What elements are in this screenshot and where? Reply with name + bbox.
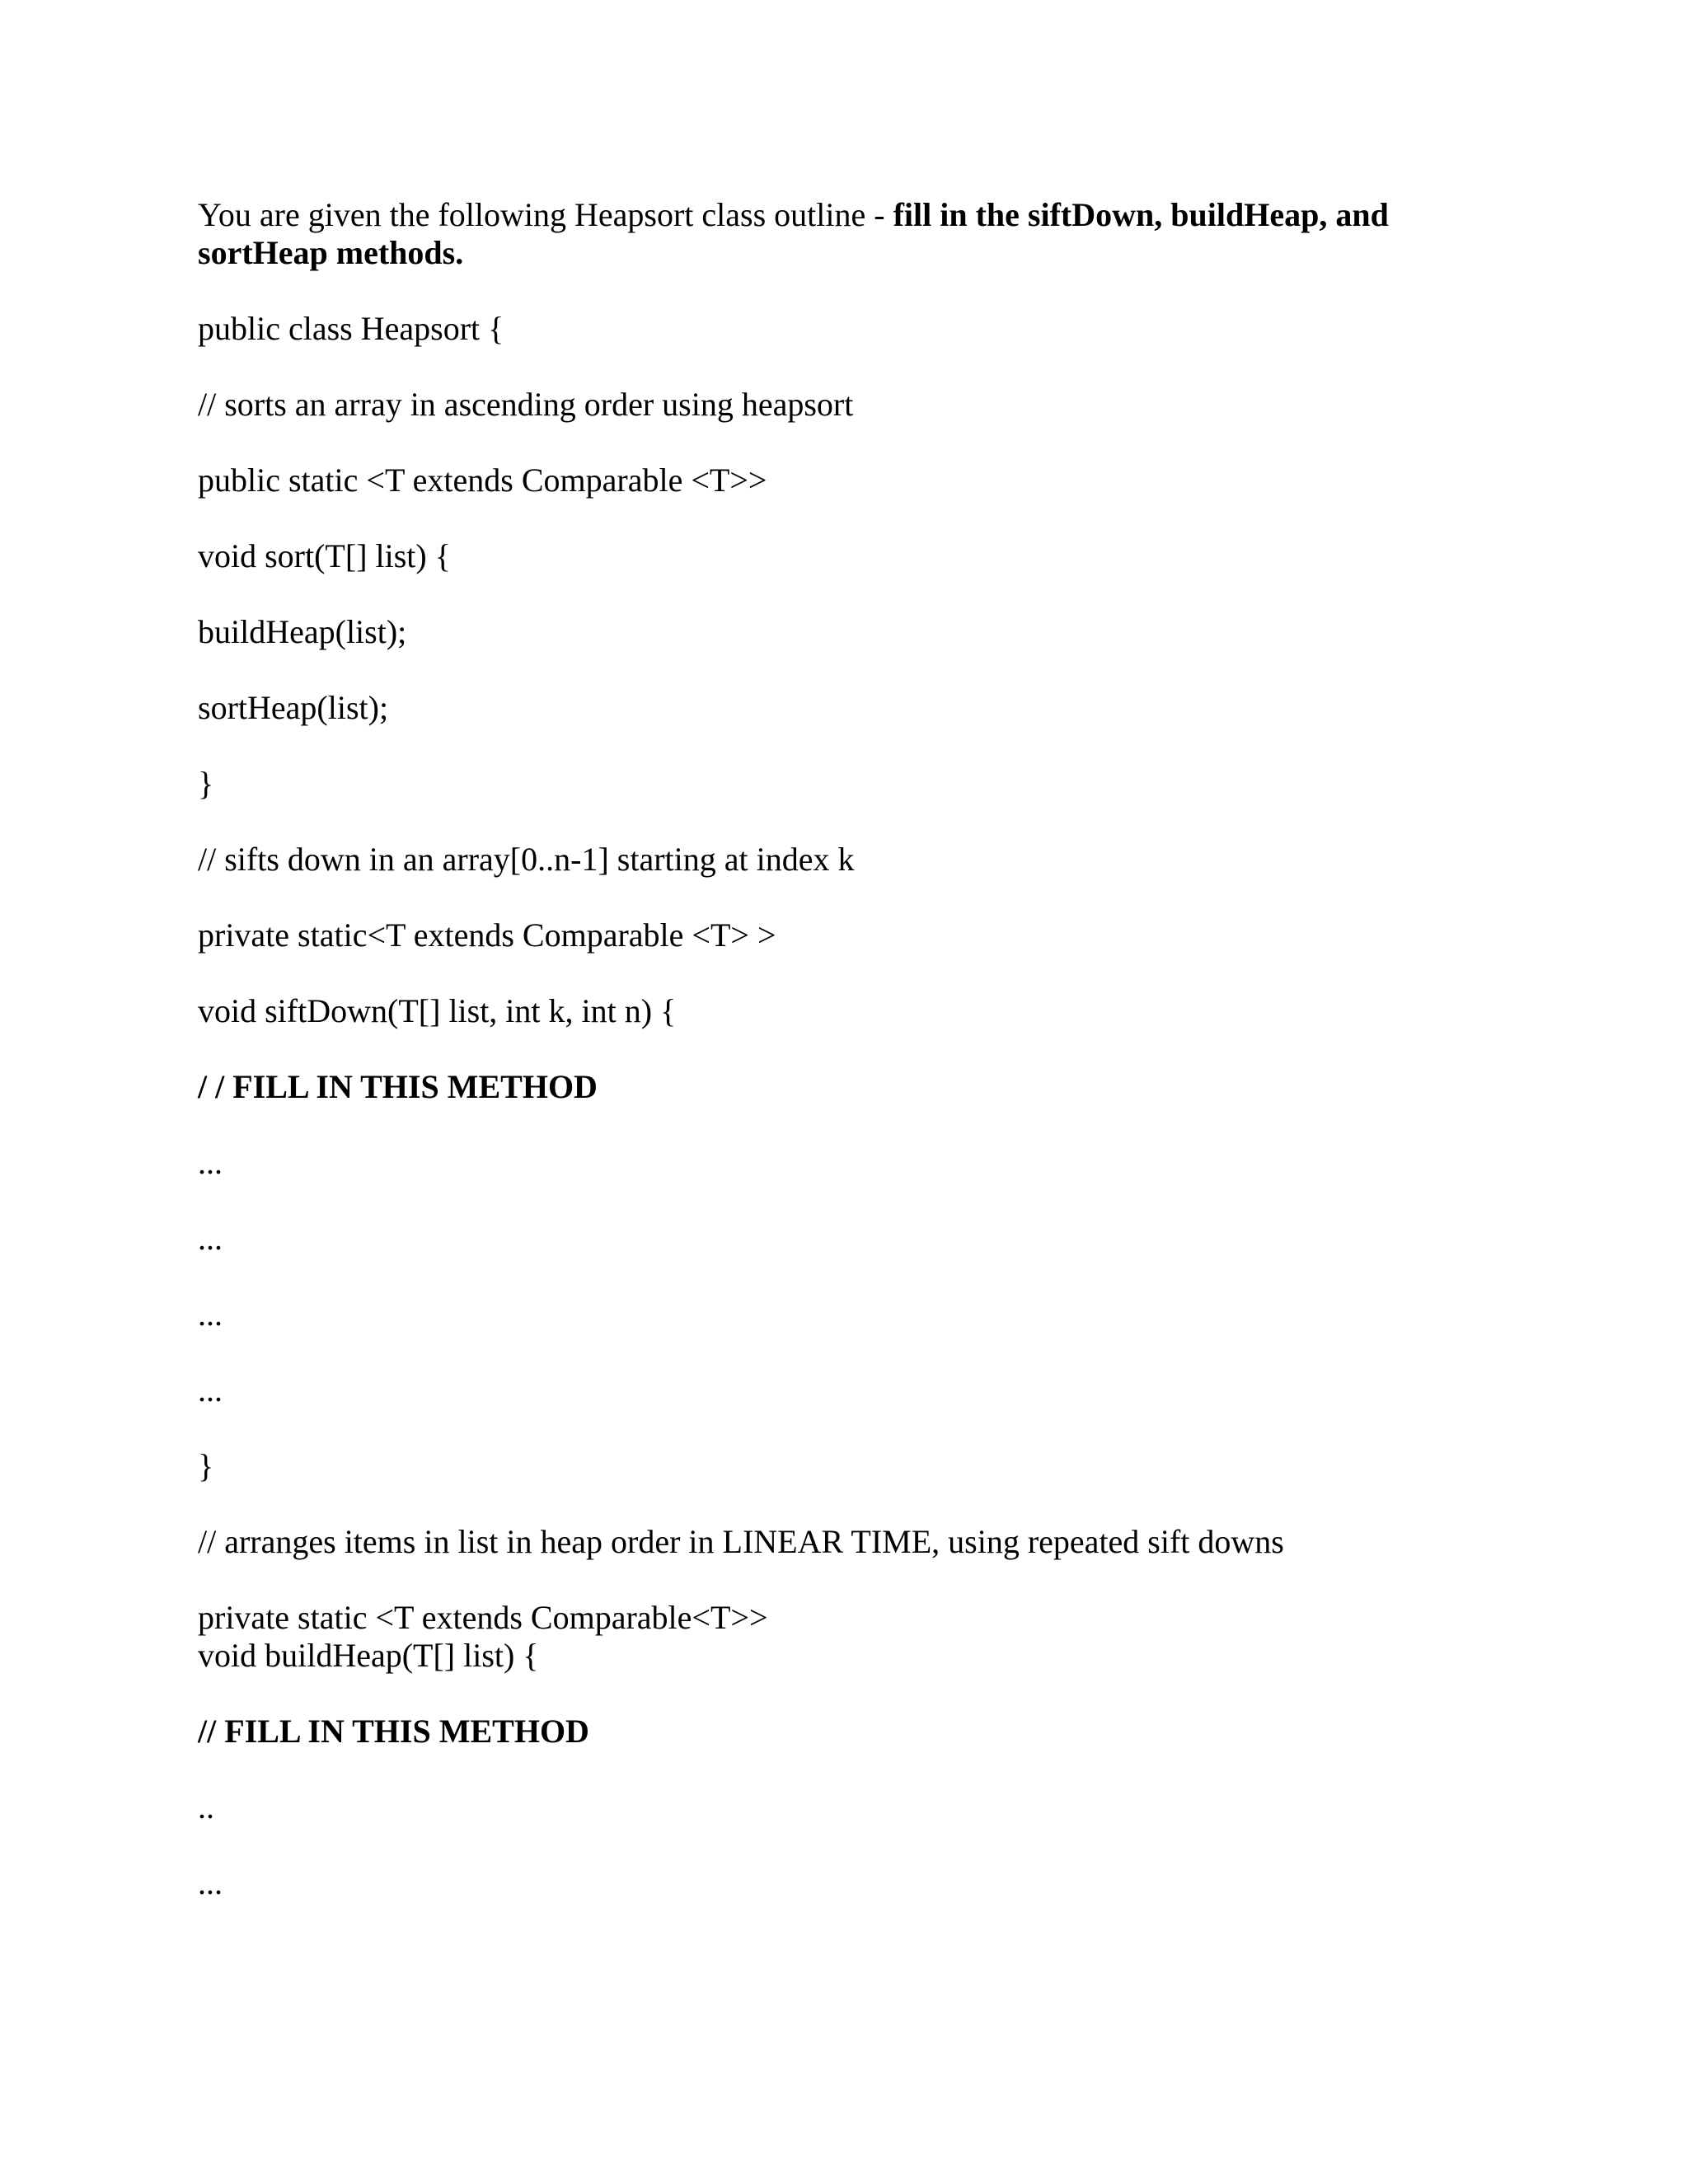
fill-in-buildheap-instruction: // FILL IN THIS METHOD	[198, 1713, 589, 1750]
code-line-siftdown-generic: private static<T extends Comparable <T> >	[198, 916, 776, 954]
code-line-siftdown-signature: void siftDown(T[] list, int k, int n) {	[198, 992, 677, 1029]
comment-siftdown: // sifts down in an array[0..n-1] starting at index k	[198, 841, 855, 878]
ellipsis-line-1: ...	[198, 1144, 223, 1181]
comment-buildheap: // arranges items in list in heap order in LINEAR TIME, using repeated sift downs	[198, 1523, 1284, 1560]
ellipsis-line-5: ..	[198, 1788, 214, 1825]
ellipsis-line-4: ...	[198, 1371, 223, 1408]
fill-in-siftdown-instruction: / / FILL IN THIS METHOD	[198, 1068, 598, 1105]
code-line-sort-generic: public static <T extends Comparable <T>>	[198, 462, 767, 499]
ellipsis-line-3: ...	[198, 1296, 223, 1333]
intro-prefix: You are given the following Heapsort class outline -	[198, 196, 893, 233]
ellipsis-line-2: ...	[198, 1220, 223, 1257]
intro-line-2: sortHeap methods.	[198, 234, 464, 271]
intro-line-1	[198, 196, 1484, 234]
code-line-sortheap-call: sortHeap(list);	[198, 689, 389, 726]
code-line-class-declaration: public class Heapsort {	[198, 310, 504, 347]
code-line-buildheap-call: buildHeap(list);	[198, 613, 407, 650]
ellipsis-line-6: ...	[198, 1864, 223, 1901]
code-line-buildheap-generic: private static <T extends Comparable<T>>	[198, 1599, 768, 1636]
code-line-sort-signature: void sort(T[] list) {	[198, 537, 451, 574]
code-line-close-brace-siftdown: }	[198, 1447, 214, 1484]
intro-bold-part-1: fill in the siftDown, buildHeap, and	[893, 196, 1389, 233]
code-line-close-brace-sort: }	[198, 765, 214, 802]
code-line-buildheap-signature: void buildHeap(T[] list) {	[198, 1637, 539, 1674]
comment-sort: // sorts an array in ascending order using heapsort	[198, 386, 854, 423]
